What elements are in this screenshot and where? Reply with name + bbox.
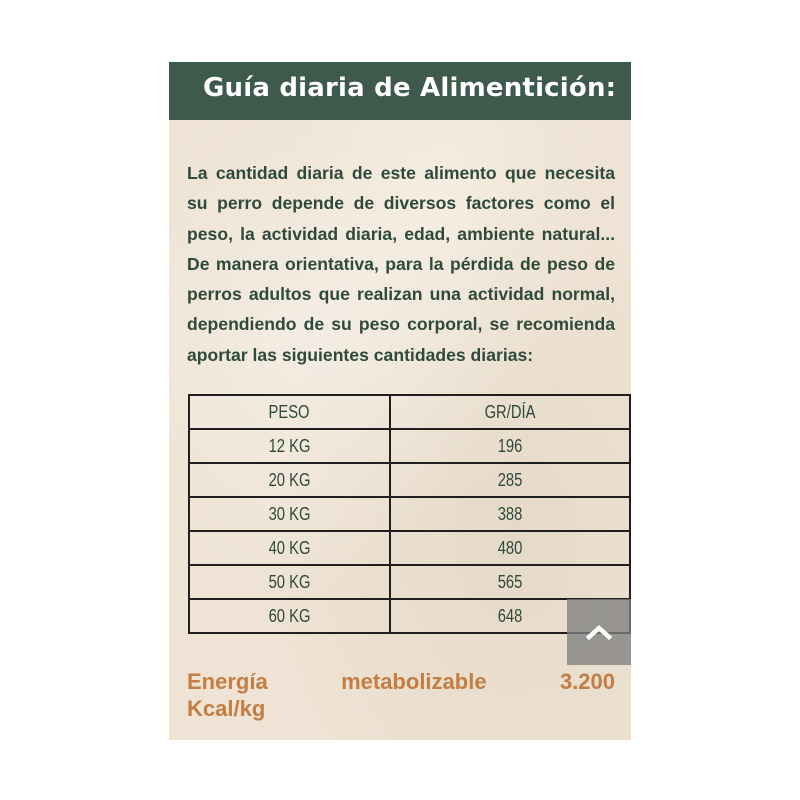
header-banner (169, 62, 631, 120)
energy-statement (187, 668, 615, 722)
cell-peso: 50 KG (189, 565, 390, 599)
cell-gr-dia: 480 (390, 531, 630, 565)
table-row (189, 463, 630, 497)
intro-paragraph: La cantidad diaria de este alimento que necesita su perro depende de diversos factores como el peso, la actividad diaria, edad, ambiente natural... De manera orientativa, para la pérdida de peso de perros adultos que realizan una actividad normal, dependiendo de su peso corporal, se recomienda aportar las siguientes cantidades diarias: (187, 163, 615, 365)
scroll-to-top-button[interactable] (567, 599, 631, 665)
table-row (189, 531, 630, 565)
column-header-peso: PESO (189, 395, 390, 429)
cell-gr-dia: 285 (390, 463, 630, 497)
cell-peso: 12 KG (189, 429, 390, 463)
cell-gr-dia: 196 (390, 429, 630, 463)
cell-peso: 40 KG (189, 531, 390, 565)
cell-gr-dia: 565 (390, 565, 630, 599)
energy-label-word2: metabolizable (341, 669, 487, 694)
energy-label-word1: Energía (187, 669, 268, 694)
table-row (189, 429, 630, 463)
page-title: Guía diaria de Alimentición: (203, 73, 617, 103)
feeding-guide-card (169, 62, 631, 740)
column-header-gr-dia: GR/DÍA (390, 395, 630, 429)
feeding-table (188, 394, 631, 634)
chevron-up-icon (586, 624, 612, 640)
cell-gr-dia: 388 (390, 497, 630, 531)
energy-value: 3.200 (559, 669, 615, 694)
table-row (189, 599, 630, 633)
table-row (189, 497, 630, 531)
cell-peso: 20 KG (189, 463, 390, 497)
table-row (189, 565, 630, 599)
cell-peso: 60 KG (189, 599, 390, 633)
table-header-row (189, 395, 630, 429)
energy-line (187, 668, 615, 695)
cell-gr-dia: 648 (390, 599, 630, 633)
energy-unit: Kcal/kg (187, 696, 266, 721)
cell-peso: 30 KG (189, 497, 390, 531)
